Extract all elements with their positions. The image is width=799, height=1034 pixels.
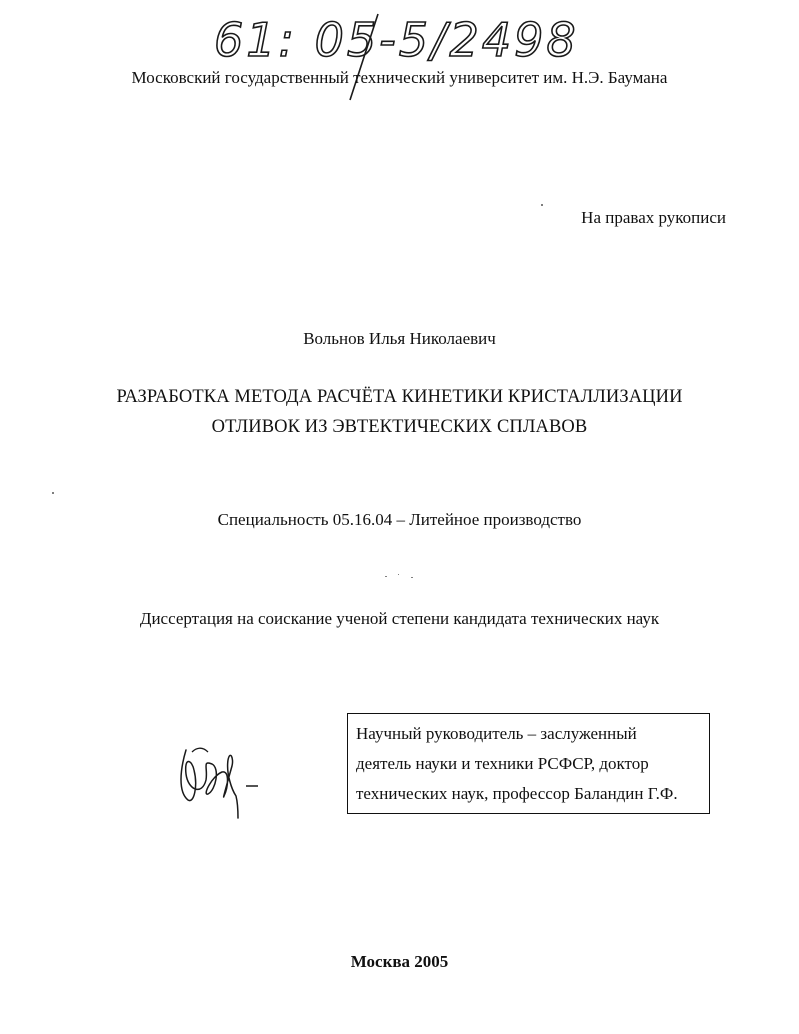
scan-speck <box>52 492 54 494</box>
university-name: Московский государственный технический университет им. Н.Э. Баумана <box>131 68 668 87</box>
signature-icon <box>172 730 272 820</box>
rights-note: На правах рукописи <box>581 208 726 227</box>
supervisor-line-3: технических наук, профессор Баландин Г.Ф. <box>356 784 678 803</box>
scan-speck <box>411 577 413 578</box>
dissertation-title <box>0 382 799 442</box>
scan-speck <box>398 574 399 575</box>
title-line-1: РАЗРАБОТКА МЕТОДА РАСЧЁТА КИНЕТИКИ КРИСТАЛЛИЗАЦИИ <box>116 387 683 407</box>
supervisor-box <box>347 713 710 814</box>
archive-stamp-handwriting <box>200 4 579 72</box>
scan-speck <box>385 576 387 577</box>
author-name: Вольнов Илья Николаевич <box>303 329 496 348</box>
scan-speck <box>541 204 543 206</box>
supervisor-line-2: деятель науки и техники РСФСР, доктор <box>356 754 649 773</box>
title-line-2: ОТЛИВОК ИЗ ЭВТЕКТИЧЕСКИХ СПЛАВОВ <box>211 417 588 437</box>
dissertation-degree: Диссертация на соискание ученой степени кандидата технических наук <box>139 609 660 628</box>
city-year: Москва 2005 <box>350 952 449 971</box>
specialty: Специальность 05.16.04 – Литейное производство <box>217 510 582 529</box>
archive-stamp-text: 61: 05-5/2498 <box>214 13 579 67</box>
supervisor-line-1: Научный руководитель – заслуженный <box>356 724 637 743</box>
